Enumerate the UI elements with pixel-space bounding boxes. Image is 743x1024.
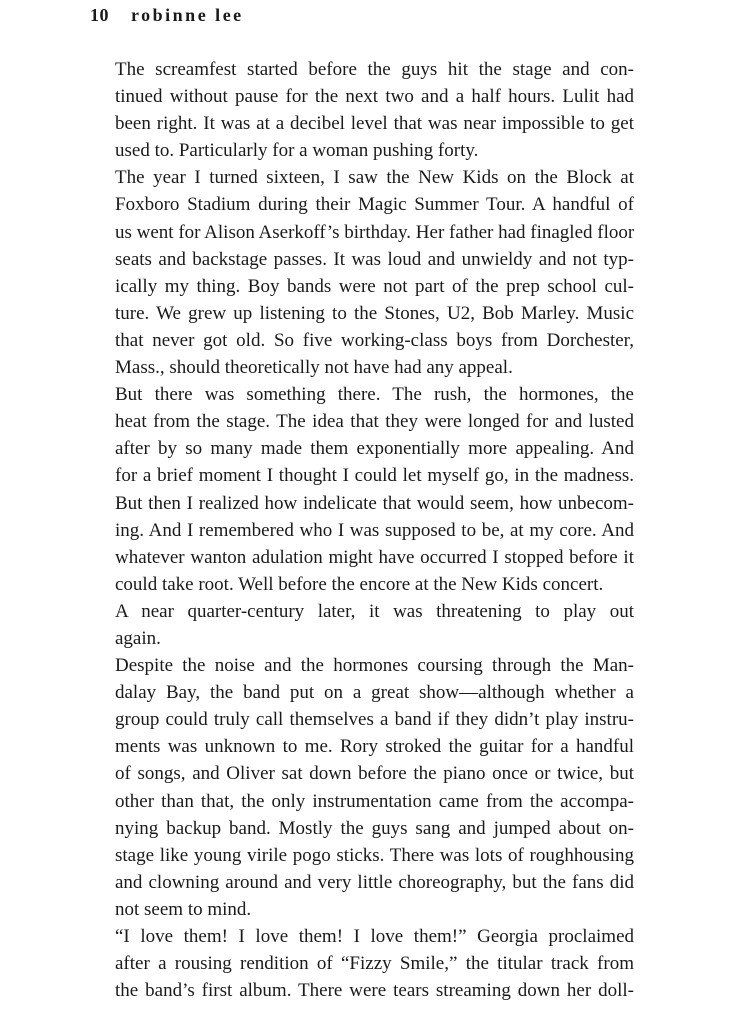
text-line: and clowning around and very little choreography, but the fans did	[115, 871, 634, 893]
page-number: 10	[90, 5, 109, 25]
text-line: that never got old. So five working-class boys from Dorchester,	[115, 329, 634, 351]
text-line: other than that, the only instrumentation came from the accompa-	[115, 790, 634, 812]
text-line: of songs, and Oliver sat down before the piano once or twice, but	[115, 763, 634, 785]
text-line: But then I realized how indelicate that would seem, how unbecom-	[115, 492, 634, 514]
text-line: used to. Particularly for a woman pushing forty.	[115, 140, 479, 162]
paragraph	[90, 164, 634, 381]
text-line: nying backup band. Mostly the guys sang and jumped about on-	[115, 817, 634, 839]
text-line: whatever wanton adulation might have occurred I stopped before it	[115, 546, 634, 568]
text-line: tinued without pause for the next two and a half hours. Lulit had	[115, 86, 634, 108]
text-line: after a rousing rendition of “Fizzy Smile,” the titular track from	[115, 953, 634, 975]
text-line: not seem to mind.	[115, 898, 252, 920]
text-line: group could truly call themselves a band if they didn’t play instru-	[115, 709, 634, 731]
text-line: been right. It was at a decibel level that was near impossible to get	[115, 113, 634, 135]
paragraph	[90, 381, 634, 598]
text-line: for a brief moment I thought I could let myself go, in the madness.	[115, 465, 634, 487]
body-text	[90, 56, 634, 1004]
paragraph	[90, 56, 634, 164]
author-name: robinne lee	[131, 5, 244, 25]
text-line: A near quarter-century later, it was threatening to play out	[115, 600, 634, 622]
text-line: “I love them! I love them! I love them!” Georgia proclaimed	[115, 926, 634, 947]
text-line: us went for Alison Aserkoff’s birthday. Her father had finagled floor	[115, 221, 635, 243]
text-line: the band’s first album. There were tears streaming down her doll-	[115, 980, 634, 1002]
text-line: seats and backstage passes. It was loud and unwieldy and not typ-	[115, 248, 634, 270]
text-line: could take root. Well before the encore at the New Kids concert.	[115, 573, 604, 595]
text-line: ically my thing. Boy bands were not part of the prep school cul-	[115, 275, 634, 297]
text-line: after by so many made them exponentially more appealing. And	[115, 438, 634, 460]
text-line: Foxboro Stadium during their Magic Summer Tour. A handful of	[115, 194, 634, 216]
text-line: again.	[115, 627, 161, 649]
text-line: ing. And I remembered who I was supposed to be, at my core. And	[115, 519, 634, 541]
text-line: Despite the noise and the hormones coursing through the Man-	[115, 655, 634, 677]
text-line: heat from the stage. The idea that they were longed for and lusted	[115, 411, 634, 433]
text-line: ments was unknown to me. Rory stroked the guitar for a handful	[115, 736, 634, 758]
text-line: ture. We grew up listening to the Stones, U2, Bob Marley. Music	[115, 302, 634, 324]
paragraph	[90, 598, 634, 652]
running-head	[90, 5, 244, 26]
text-line: stage like young virile pogo sticks. There was lots of roughhousing	[115, 844, 634, 866]
text-line: dalay Bay, the band put on a great show—although whether a	[115, 682, 634, 704]
text-line: Mass., should theoretically not have had any appeal.	[115, 357, 513, 379]
text-line: The year I turned sixteen, I saw the New Kids on the Block at	[115, 167, 634, 189]
text-line: The screamfest started before the guys hit the stage and con-	[115, 59, 634, 80]
paragraph	[90, 923, 634, 1004]
paragraph	[90, 652, 634, 923]
text-line: But there was something there. The rush, the hormones, the	[115, 384, 634, 406]
